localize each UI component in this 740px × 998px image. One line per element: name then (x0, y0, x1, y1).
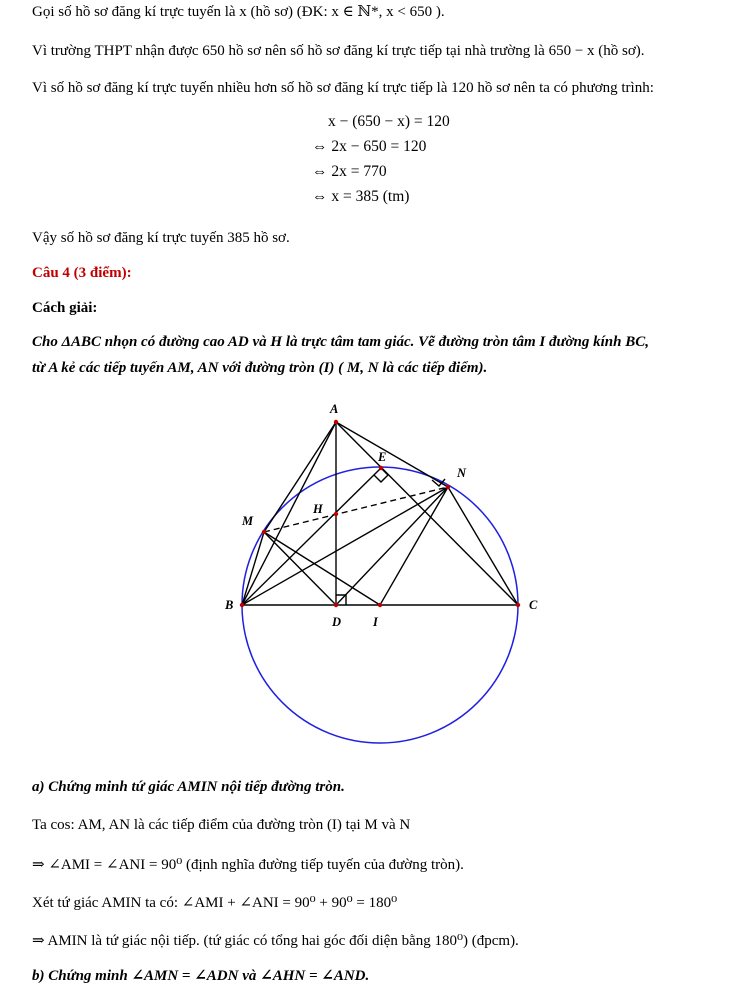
point-D (334, 603, 338, 607)
label-H: H (313, 502, 323, 516)
part-a-line-3: Xét tứ giác AMIN ta có: ∠AMI + ∠ANI = 90⁰ + 90⁰ = 180⁰ (32, 895, 398, 911)
part-a-line-1: Ta cos: AM, AN là các tiếp điểm của đường tròn (I) tại M và N (32, 817, 411, 833)
text-line-3: Vì số hồ sơ đăng kí trực tuyến nhiều hơn số hồ sơ đăng kí trực tiếp là 120 hồ sơ nên ta có phương trình: (32, 80, 654, 96)
point-C (516, 603, 520, 607)
geometry-figure (218, 395, 548, 770)
part-a-line-2: ⇒ ∠AMI = ∠ANI = 90⁰ (định nghĩa đường tiếp tuyến của đường tròn). (32, 857, 464, 873)
label-C: C (529, 598, 538, 612)
part-a-line-4: ⇒ AMIN là tứ giác nội tiếp. (tứ giác có tổng hai góc đối diện bằng 180⁰) (đpcm). (32, 933, 519, 949)
label-N: N (457, 466, 467, 480)
label-B: B (225, 598, 234, 612)
point-H (334, 512, 338, 516)
equation-4: ⇔ x = 385 (tm) (312, 188, 410, 205)
equation-2: ⇔ 2x − 650 = 120 (312, 138, 427, 155)
point-M (262, 530, 266, 534)
question-heading: Câu 4 (3 điểm): (32, 265, 132, 281)
label-E: E (378, 450, 387, 464)
segment-AN (336, 422, 448, 487)
text-line-2: Vì trường THPT nhận được 650 hồ sơ nên số hồ sơ đăng kí trực tiếp tại nhà trường là 650 − x (hồ sơ). (32, 43, 645, 59)
segment-AM (264, 422, 336, 532)
segment-NI (380, 487, 448, 605)
equation-3: ⇔ 2x = 770 (312, 163, 387, 180)
label-D: D (332, 615, 342, 629)
point-N (446, 485, 450, 489)
problem-line-2: từ A kẻ các tiếp tuyến AM, AN với đường tròn (I) ( M, N là các tiếp điểm). (32, 360, 488, 376)
part-b-heading: b) Chứng minh ∠AMN = ∠ADN và ∠AHN = ∠AND. (32, 968, 370, 984)
solution-heading: Cách giải: (32, 300, 98, 316)
segment-ND (336, 487, 448, 605)
segment-MD (264, 532, 336, 605)
segment-MI (264, 532, 380, 605)
label-A: A (330, 402, 339, 416)
point-B (240, 603, 244, 607)
segment-AC (336, 422, 518, 605)
conclusion-line: Vậy số hồ sơ đăng kí trực tuyến 385 hồ sơ. (32, 230, 290, 246)
part-a-heading: a) Chứng minh tứ giác AMIN nội tiếp đường tròn. (32, 779, 345, 795)
point-I (378, 603, 382, 607)
label-M: M (242, 514, 254, 528)
problem-line-1: Cho ΔABC nhọn có đường cao AD và H là trực tâm tam giác. Vẽ đường tròn tâm I đường kính BC, (32, 334, 649, 350)
point-E (379, 466, 383, 470)
label-I: I (373, 615, 378, 629)
point-A (334, 420, 338, 424)
text-line-1: Gọi số hồ sơ đăng kí trực tuyến là x (hồ sơ) (ĐK: x ∈ ℕ*, x < 650 ). (32, 4, 445, 20)
equation-1: x − (650 − x) = 120 (328, 113, 450, 130)
